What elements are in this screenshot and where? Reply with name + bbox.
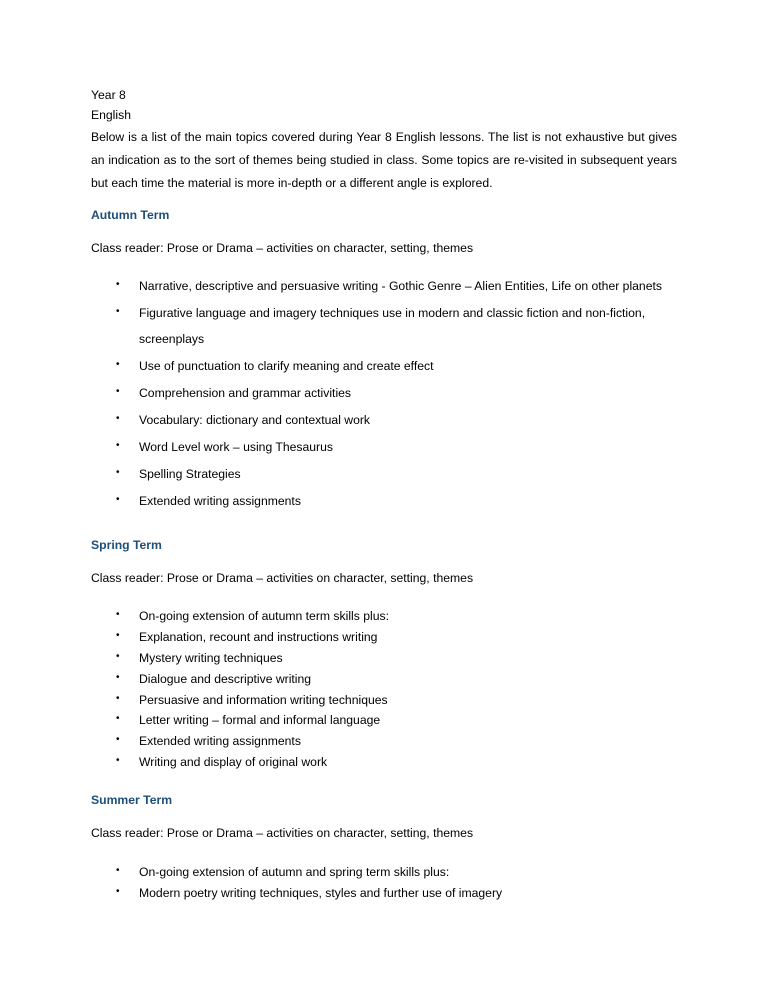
bullet-icon: •: [116, 734, 120, 745]
spring-class-reader: Class reader: Prose or Drama – activities on character, setting, themes: [91, 571, 474, 585]
list-item-text: Writing and display of original work: [139, 755, 328, 769]
bullet-icon: •: [116, 386, 120, 397]
bullet-icon: •: [116, 467, 120, 478]
bullet-icon: •: [116, 886, 120, 897]
spring-term-heading: Spring Term: [91, 538, 162, 552]
list-item-text: Word Level work – using Thesaurus: [139, 440, 333, 454]
bullet-icon: •: [116, 440, 120, 451]
list-item-text: Vocabulary: dictionary and contextual work: [139, 413, 371, 427]
list-item-text: screenplays: [139, 332, 205, 346]
autumn-class-reader: Class reader: Prose or Drama – activities on character, setting, themes: [91, 241, 474, 255]
bullet-icon: •: [116, 672, 120, 683]
list-item-text: Extended writing assignments: [139, 494, 301, 508]
list-item-text: Figurative language and imagery techniques use in modern and classic fiction and non-fiction,: [139, 306, 646, 320]
summer-class-reader: Class reader: Prose or Drama – activities on character, setting, themes: [91, 826, 474, 840]
subject-label: English: [91, 108, 131, 122]
bullet-icon: •: [116, 630, 120, 641]
list-item-text: On-going extension of autumn and spring term skills plus:: [139, 865, 450, 879]
list-item-text: Use of punctuation to clarify meaning and create effect: [139, 359, 434, 373]
list-item-text: Modern poetry writing techniques, styles and further use of imagery: [139, 886, 503, 900]
bullet-icon: •: [116, 279, 120, 290]
intro-paragraph: Below is a list of the main topics covered during Year 8 English lessons. The list is not exhaustive but gives an indication as to the sort of themes being studied in class. Some topics are re-visited in subsequent years but each time the material is more in-depth or a different angle is explored.: [91, 130, 677, 190]
bullet-icon: •: [116, 609, 120, 620]
list-item-text: Dialogue and descriptive writing: [139, 672, 312, 686]
list-item-text: Comprehension and grammar activities: [139, 386, 352, 400]
list-item-text: Persuasive and information writing techniques: [139, 693, 388, 707]
bullet-icon: •: [116, 359, 120, 370]
autumn-term-heading: Autumn Term: [91, 208, 170, 222]
summer-term-heading: Summer Term: [91, 793, 173, 807]
bullet-icon: •: [116, 494, 120, 505]
list-item-text: Extended writing assignments: [139, 734, 301, 748]
bullet-icon: •: [116, 693, 120, 704]
bullet-icon: •: [116, 865, 120, 876]
list-item-text: Narrative, descriptive and persuasive writing - Gothic Genre – Alien Entities, Life on other planets: [139, 279, 662, 293]
list-item-text: Spelling Strategies: [139, 467, 241, 481]
year-label: Year 8: [91, 88, 126, 102]
list-item-text: On-going extension of autumn term skills plus:: [139, 609, 389, 623]
bullet-icon: •: [116, 306, 120, 317]
bullet-icon: •: [116, 413, 120, 424]
bullet-icon: •: [116, 651, 120, 662]
bullet-icon: •: [116, 755, 120, 766]
list-item-text: Explanation, recount and instructions writing: [139, 630, 378, 644]
bullet-icon: •: [116, 713, 120, 724]
list-item-text: Mystery writing techniques: [139, 651, 283, 665]
list-item-text: Letter writing – formal and informal language: [139, 713, 381, 727]
